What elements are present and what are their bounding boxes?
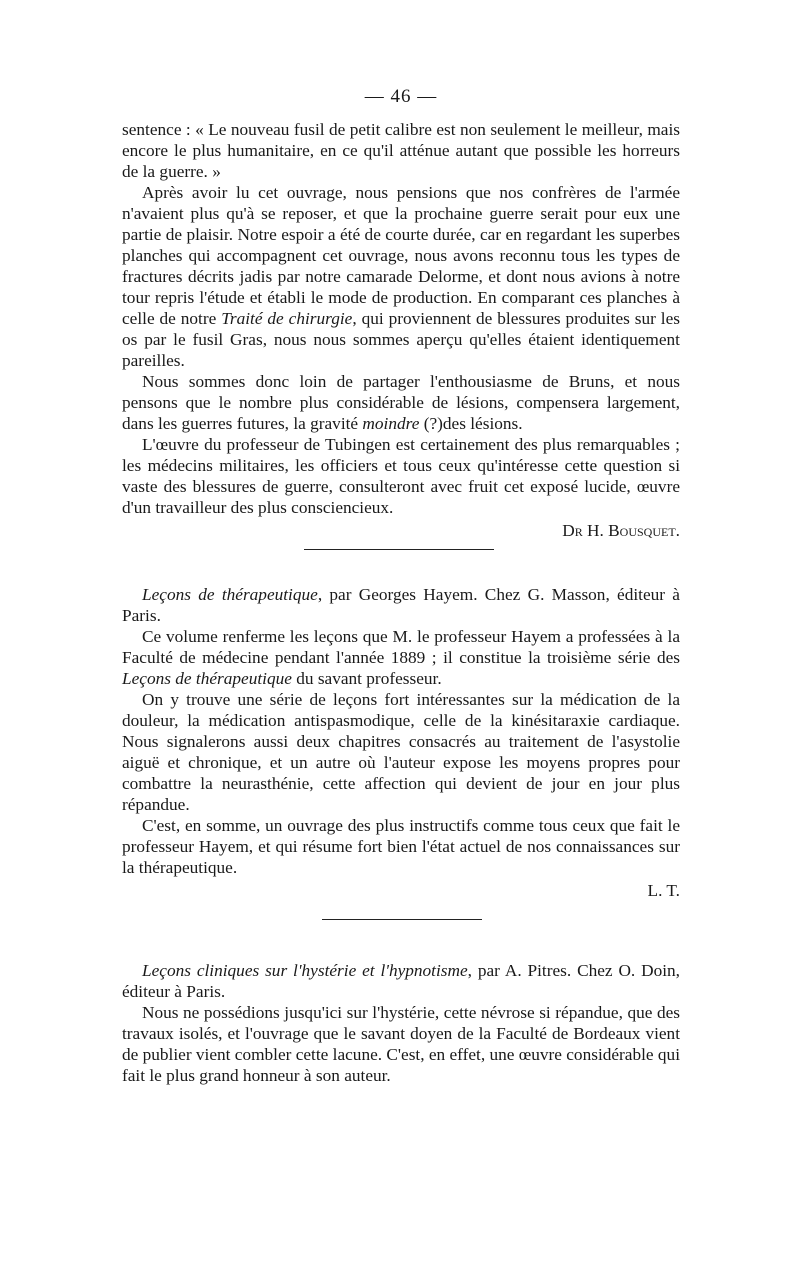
signature-lt: L. T.: [647, 881, 680, 900]
paragraph-text: sentence : « Le nouveau fusil de petit calibre est non seulement le meilleur, mais encore le plus humanitaire, en ce qu'il atténue autant que possible les horreurs de la guerre. »: [122, 120, 680, 181]
paragraph-bruns: [122, 371, 680, 434]
paragraph-medication: [122, 689, 680, 815]
paragraph-text: (?)des lésions.: [419, 414, 523, 433]
section-divider: [322, 919, 482, 920]
review-heading-pitres: [122, 960, 680, 1002]
paragraph-quote-end: [122, 119, 680, 182]
page-number: — 46 —: [364, 86, 438, 107]
section-divider: [304, 549, 494, 550]
review-heading-hayem: [122, 584, 680, 626]
signature-bousquet: Dr H. Bousquet.: [562, 521, 680, 540]
book-title-lecons: Leçons de thérapeutique: [122, 669, 292, 688]
paragraph-volume: [122, 626, 680, 689]
paragraph-text: Nous sommes donc loin de partager l'enthousiasme de Bruns, et nous pensons que le nombre plus considérable de lésions, compensera largement, dans les guerres futures, la gravité: [122, 372, 680, 433]
review-publisher: , par A. Pitres. Chez O. Doin, éditeur à Paris.: [122, 961, 680, 1001]
paragraph-text: L'œuvre du professeur de Tubingen est certainement des plus remarquables ; les médecins militaires, les officiers et tous ceux qu'intéresse cette question si vaste des blessures de guerre, consulteront avec fruit cet exposé lucide, œuvre d'un travailleur des plus consciencieux.: [122, 435, 680, 517]
book-title-traite: Traité de chirurgie: [221, 309, 353, 328]
paragraph-planches: [122, 182, 680, 371]
emphasis-moindre: moindre: [362, 414, 420, 433]
paragraph-text: du savant professeur.: [291, 669, 442, 688]
book-title-hayem: Leçons de thérapeutique: [142, 585, 318, 604]
paragraph-text: C'est, en somme, un ouvrage des plus instructifs comme tous ceux que fait le professeur Hayem, et qui résume fort bien l'état actuel de nos connaissances sur la thérapeutique.: [122, 816, 680, 877]
paragraph-text: Nous ne possédions jusqu'ici sur l'hystérie, cette névrose si répandue, que des travaux isolés, et l'ouvrage que le savant doyen de la Faculté de Bordeaux vient de publier vient combler cette lacune. C'est, en effet, une œuvre considérable qui fait le plus grand honneur à son auteur.: [122, 1003, 680, 1085]
paragraph-text: Après avoir lu cet ouvrage, nous pensions que nos confrères de l'armée n'avaient plus qu'à se reposer, et que la prochaine guerre serait pour eux une partie de plaisir. Notre espoir a été de courte durée, car en regardant les superbes planches qui accompagnent cet ouvrage, nous avons reconnu tous les types de fractures décrits jadis par notre camarade Delorme, et dont nous avions à notre tour repris l'étude et établi le mode de production. En comparant ces planches à celle de notre: [122, 183, 680, 328]
review-publisher: , par Georges Hayem. Chez G. Masson, éditeur à Paris.: [122, 585, 680, 625]
page-body: [122, 86, 680, 1086]
paragraph-tubingen: [122, 434, 680, 518]
paragraph-hysterie: [122, 1002, 680, 1086]
paragraph-text: On y trouve une série de leçons fort intéressantes sur la médication de la douleur, la médication antispasmodique, celle de la kinésitaraxie cardiaque. Nous signalerons aussi deux chapitres consacrés au traitement de l'asystolie aiguë et chronique, et un autre où l'auteur expose les moyens propres pour combattre la neurasthénie, cette affection qui devient de jour en jour plus répandue.: [122, 690, 680, 814]
paragraph-summary: [122, 815, 680, 878]
book-title-pitres: Leçons cliniques sur l'hystérie et l'hypnotisme: [142, 961, 468, 980]
paragraph-text: Ce volume renferme les leçons que M. le professeur Hayem a professées à la Faculté de médecine pendant l'année 1889 ; il constitue la troisième série des: [122, 627, 680, 667]
paragraph-text: , qui proviennent de blessures produites sur les os par le fusil Gras, nous nous sommes aperçu qu'elles étaient identiquement pareilles.: [122, 309, 681, 370]
